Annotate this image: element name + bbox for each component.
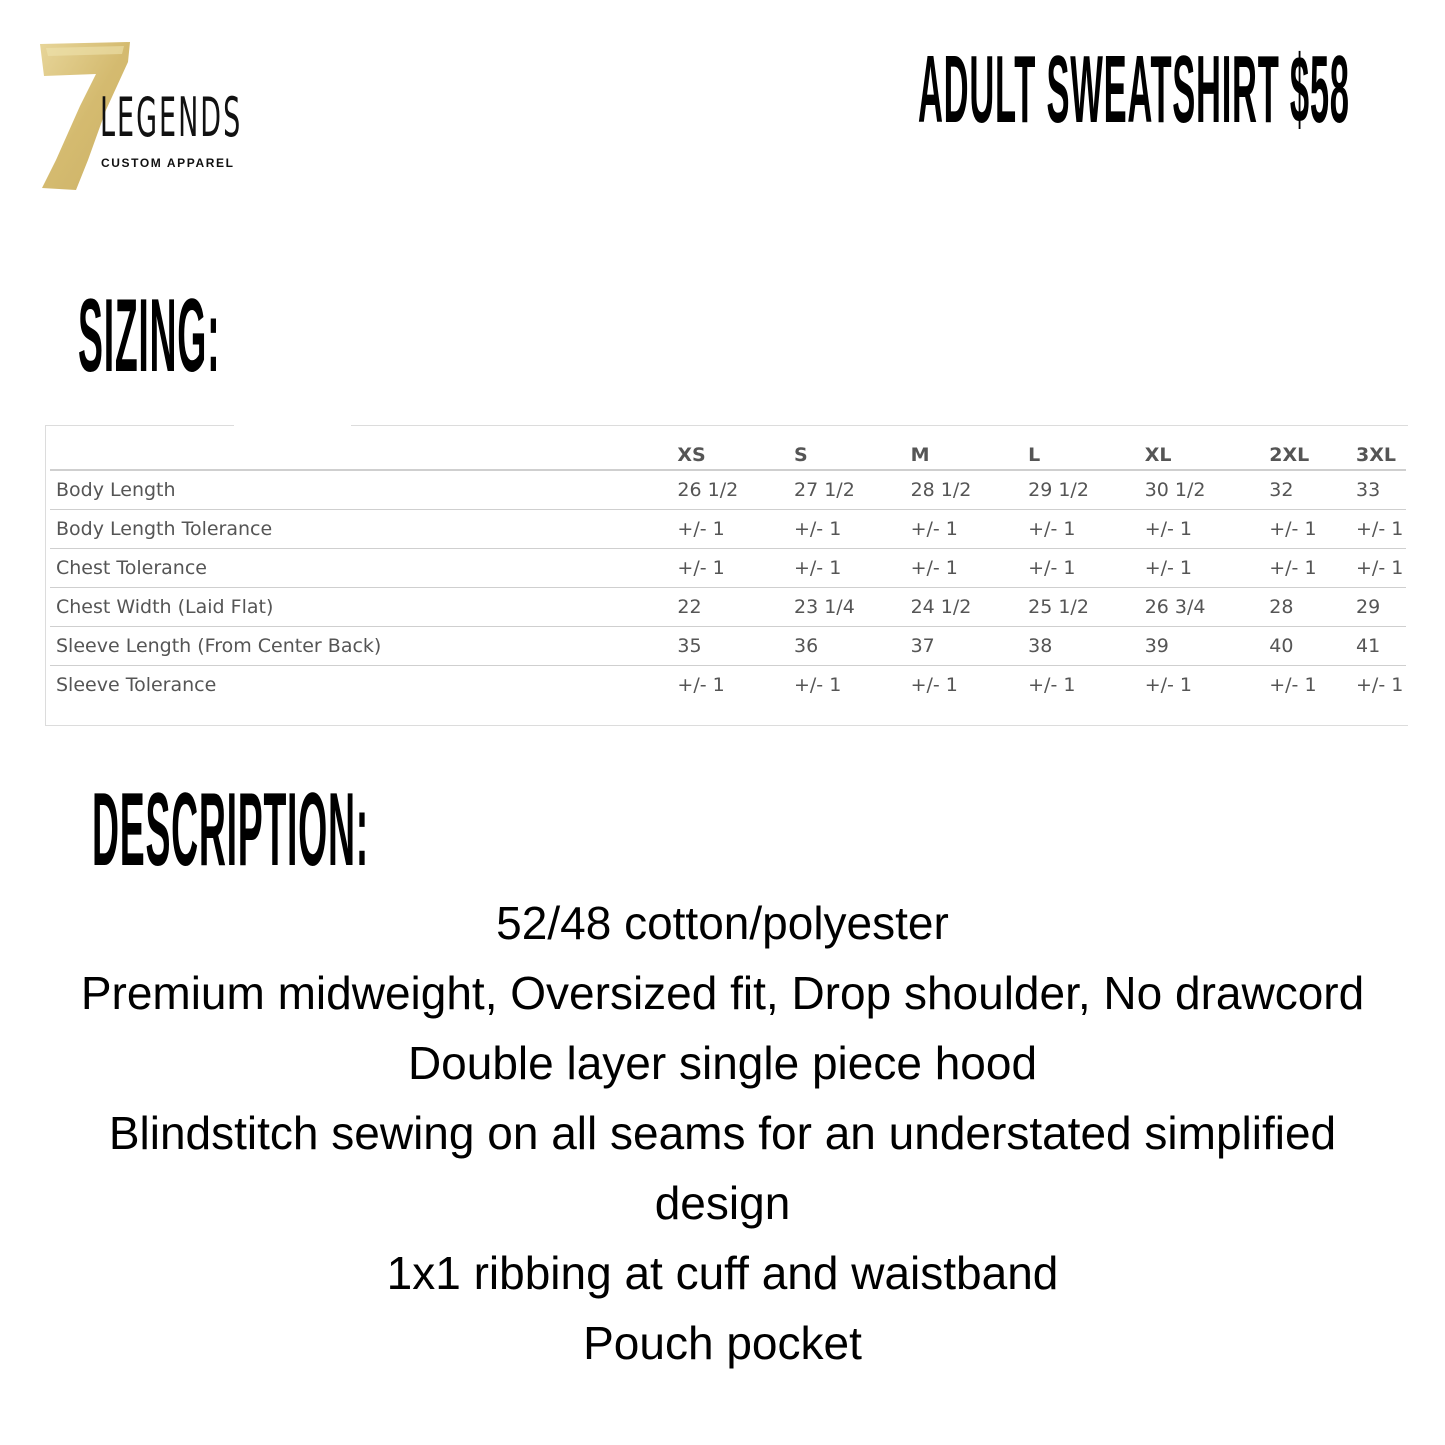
- table-cell: 23 1/4: [794, 588, 911, 627]
- table-cell: 36: [794, 627, 911, 666]
- table-cell: 40: [1269, 627, 1356, 666]
- table-cell: +/- 1: [794, 510, 911, 549]
- row-label: Chest Width (Laid Flat): [50, 588, 677, 627]
- table-cell: +/- 1: [911, 510, 1029, 549]
- table-cell: 26 3/4: [1145, 588, 1270, 627]
- description-line: Double layer single piece hood: [407, 1037, 1038, 1089]
- table-row: [50, 470, 1406, 510]
- table-cell: +/- 1: [1356, 510, 1406, 549]
- table-cell: +/- 1: [1269, 510, 1356, 549]
- table-row: [50, 510, 1406, 549]
- header-blank: [50, 441, 677, 470]
- table-cell: 29: [1356, 588, 1406, 627]
- table-cell: +/- 1: [1145, 510, 1270, 549]
- table-cell: 27 1/2: [794, 470, 911, 510]
- description-line: 1x1 ribbing at cuff and waistband: [386, 1247, 1059, 1299]
- table-cell: 41: [1356, 627, 1406, 666]
- table-cell: 22: [677, 588, 794, 627]
- size-table: [50, 441, 1406, 704]
- row-label: Chest Tolerance: [50, 549, 677, 588]
- table-top-border: [351, 425, 1408, 426]
- table-top-border: [46, 425, 234, 426]
- column-header: XS: [677, 441, 794, 470]
- row-label: Sleeve Length (From Center Back): [50, 627, 677, 666]
- table-row: [50, 666, 1406, 705]
- table-cell: 28 1/2: [911, 470, 1029, 510]
- description-line: design: [654, 1177, 791, 1229]
- table-cell: +/- 1: [1144, 674, 1193, 696]
- column-header: L: [1028, 441, 1145, 470]
- table-cell: +/- 1: [1356, 549, 1406, 588]
- description-line: Premium midweight, Oversized fit, Drop shoulder, No drawcord: [80, 967, 1365, 1019]
- table-row: [50, 627, 1406, 666]
- table-cell: +/- 1: [1145, 549, 1270, 588]
- table-cell: +/- 1: [1269, 674, 1317, 696]
- table-cell: 37: [911, 627, 1029, 666]
- row-label: Body Length Tolerance: [50, 510, 677, 549]
- table-row: [50, 549, 1406, 588]
- table-cell: 39: [1145, 627, 1270, 666]
- description-heading: DESCRIPTION:: [92, 772, 369, 888]
- row-label: Sleeve Tolerance: [56, 674, 217, 696]
- page-title: ADULT SWEATSHIRT $58: [918, 36, 1350, 143]
- brand-logo: [36, 40, 256, 192]
- row-label: Body Length: [50, 470, 677, 510]
- table-cell: +/- 1: [911, 549, 1029, 588]
- table-cell: 29 1/2: [1028, 470, 1145, 510]
- column-header: 3XL: [1356, 441, 1406, 470]
- table-cell: 30 1/2: [1145, 470, 1270, 510]
- table-cell: +/- 1: [793, 674, 842, 696]
- table-cell: 38: [1028, 627, 1145, 666]
- column-header: M: [911, 441, 1029, 470]
- description-line: 52/48 cotton/polyester: [496, 897, 949, 949]
- table-cell: +/- 1: [677, 549, 794, 588]
- table-cell: 26 1/2: [677, 470, 794, 510]
- size-chart: [45, 425, 1408, 726]
- table-cell: +/- 1: [677, 510, 794, 549]
- table-row: [50, 588, 1406, 627]
- table-cell: 24 1/2: [911, 588, 1029, 627]
- table-cell: 28: [1269, 588, 1356, 627]
- description-line: Pouch pocket: [583, 1317, 862, 1369]
- column-header: XL: [1145, 441, 1270, 470]
- column-header: S: [794, 441, 911, 470]
- logo-subtitle: CUSTOM APPAREL: [101, 156, 235, 170]
- table-cell: +/- 1: [794, 549, 911, 588]
- table-cell: 25 1/2: [1028, 588, 1145, 627]
- table-cell: +/- 1: [677, 674, 725, 696]
- description-body: [0, 888, 1445, 1378]
- description-line: Blindstitch sewing on all seams for an understated simplified: [108, 1107, 1337, 1159]
- table-cell: 32: [1269, 470, 1356, 510]
- table-cell: +/- 1: [1028, 510, 1145, 549]
- table-cell: +/- 1: [1028, 674, 1076, 696]
- table-cell: +/- 1: [1356, 674, 1404, 696]
- logo-wordmark: LEGENDS: [100, 86, 243, 149]
- table-cell: +/- 1: [1028, 549, 1145, 588]
- table-header-row: [50, 441, 1406, 470]
- table-cell: 33: [1356, 470, 1406, 510]
- table-cell: +/- 1: [910, 674, 958, 696]
- column-header: 2XL: [1269, 441, 1356, 470]
- table-cell: 35: [677, 627, 794, 666]
- table-cell: +/- 1: [1269, 549, 1356, 588]
- sizing-heading: SIZING:: [78, 278, 221, 394]
